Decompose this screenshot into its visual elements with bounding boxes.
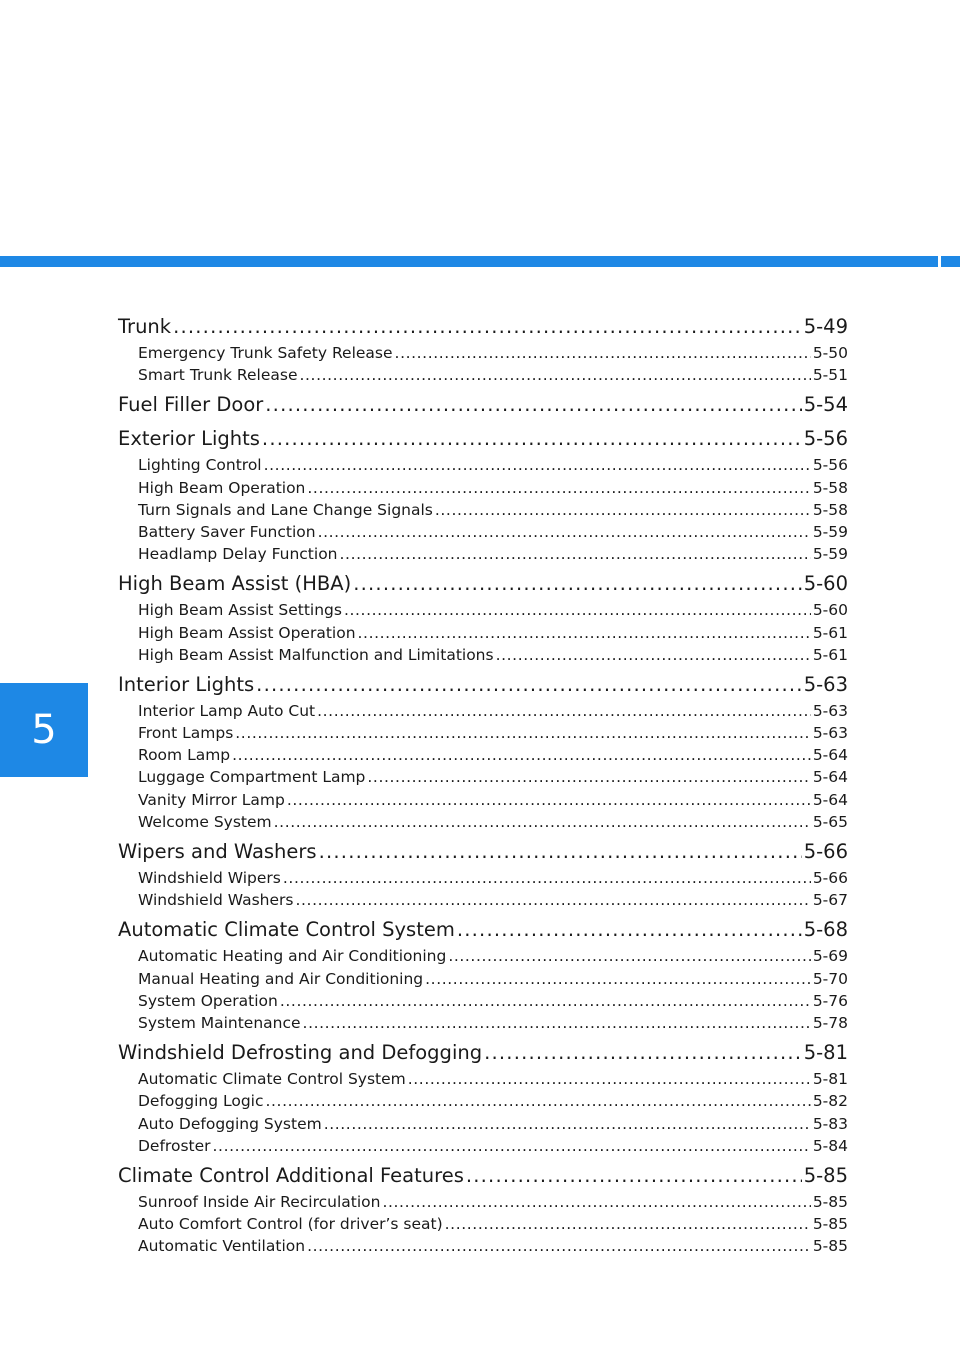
toc-section	[118, 569, 848, 666]
toc-entry-title: Wipers and Washers	[118, 840, 317, 863]
dot-leader	[435, 499, 811, 521]
toc-subentry-title: Automatic Climate Control System	[138, 1070, 406, 1089]
toc-subentry-title: High Beam Assist Settings	[138, 601, 342, 620]
toc-subentry-title: Auto Comfort Control (for driver’s seat)	[138, 1215, 443, 1234]
toc-subentry-title: Automatic Heating and Air Conditioning	[138, 947, 447, 966]
toc-entry-title: Exterior Lights	[118, 427, 260, 451]
toc-section	[118, 390, 848, 420]
toc-subentry-title: Auto Defogging System	[138, 1114, 322, 1133]
toc-entry[interactable]	[118, 312, 848, 342]
toc-entry[interactable]	[118, 424, 848, 454]
toc-subentry[interactable]	[118, 1213, 848, 1235]
dot-leader	[262, 424, 802, 454]
toc-subentry-page: 5-85	[812, 1237, 848, 1256]
toc-entry[interactable]	[118, 390, 848, 420]
dot-leader	[280, 990, 811, 1012]
dot-leader	[358, 622, 811, 644]
toc-subentry-title: Headlamp Delay Function	[138, 545, 338, 564]
dot-leader	[319, 837, 802, 867]
toc-subentry-title: Defogging Logic	[138, 1092, 264, 1111]
toc-entry-page: 5-81	[803, 1041, 848, 1065]
dot-leader	[317, 700, 811, 722]
toc-subentry[interactable]	[118, 454, 848, 476]
dot-leader	[300, 364, 811, 386]
toc-entry-title: Automatic Climate Control System	[118, 918, 455, 942]
toc-subentry[interactable]	[118, 990, 848, 1012]
dot-leader	[303, 1012, 811, 1034]
toc-subentry[interactable]	[118, 1113, 848, 1135]
dot-leader	[395, 342, 811, 364]
toc-subentry-page: 5-56	[812, 456, 848, 475]
toc-subentry-page: 5-85	[812, 1192, 848, 1211]
toc-entry-title: High Beam Assist (HBA)	[118, 572, 352, 596]
toc-subentry[interactable]	[118, 644, 848, 666]
toc-subentry[interactable]	[118, 1012, 848, 1034]
toc-subentry[interactable]	[118, 1235, 848, 1257]
toc-subentry-page: 5-59	[812, 545, 848, 564]
toc-subentry-title: System Operation	[138, 991, 278, 1010]
toc-subentry-title: Welcome System	[138, 812, 272, 831]
dot-leader	[307, 1235, 811, 1257]
toc-entry-page: 5-85	[803, 1163, 848, 1187]
dot-leader	[265, 390, 801, 420]
dot-leader	[283, 867, 811, 889]
toc-subentry-title: Windshield Washers	[138, 891, 294, 910]
toc-subentry-title: Manual Heating and Air Conditioning	[138, 969, 424, 988]
toc-subentry-title: Interior Lamp Auto Cut	[138, 701, 316, 720]
dot-leader	[340, 543, 811, 565]
dot-leader	[264, 454, 811, 476]
dot-leader	[457, 915, 802, 945]
toc-subentry[interactable]	[118, 1135, 848, 1157]
toc-section	[118, 1161, 848, 1258]
toc-subentry-page: 5-85	[812, 1215, 848, 1234]
header-accent-bar-end	[941, 256, 960, 267]
toc-section	[118, 915, 848, 1034]
toc-subentry-page: 5-67	[812, 891, 848, 910]
dot-leader	[173, 312, 802, 342]
toc-entry-page: 5-54	[803, 393, 848, 417]
toc-entry-title: Interior Lights	[118, 672, 255, 696]
toc-subentry[interactable]	[118, 700, 848, 722]
dot-leader	[232, 744, 811, 766]
toc-subentry-page: 5-64	[812, 768, 848, 787]
toc-subentry-page: 5-70	[812, 969, 848, 988]
toc-subentry-page: 5-61	[812, 645, 848, 664]
toc-subentry-title: Automatic Ventilation	[138, 1237, 306, 1256]
toc-section	[118, 837, 848, 911]
toc-subentry-page: 5-84	[812, 1136, 848, 1155]
toc-subentry-title: Sunroof Inside Air Recirculation	[138, 1192, 381, 1211]
dot-leader	[266, 1090, 811, 1112]
toc-subentry[interactable]	[118, 364, 848, 386]
dot-leader	[408, 1068, 811, 1090]
header-accent-bar	[0, 256, 960, 267]
dot-leader	[484, 1038, 802, 1068]
toc-subentry-title: High Beam Operation	[138, 478, 306, 497]
toc-section	[118, 312, 848, 386]
toc-entry[interactable]	[118, 837, 848, 867]
toc-subentry-page: 5-63	[812, 724, 848, 743]
toc-subentry[interactable]	[118, 599, 848, 621]
toc-section	[118, 424, 848, 565]
toc-section	[118, 670, 848, 833]
toc-entry[interactable]	[118, 1161, 848, 1191]
toc-subentry[interactable]	[118, 744, 848, 766]
toc-subentry[interactable]	[118, 342, 848, 364]
toc-subentry-page: 5-78	[812, 1013, 848, 1032]
toc-entry-page: 5-60	[803, 572, 848, 596]
toc-subentry-title: Luggage Compartment Lamp	[138, 768, 366, 787]
chapter-tab[interactable]	[0, 683, 88, 777]
dot-leader	[295, 889, 810, 911]
toc-subentry-title: Front Lamps	[138, 724, 234, 743]
toc-subentry[interactable]	[118, 722, 848, 744]
toc-entry[interactable]	[118, 569, 848, 599]
toc-subentry-title: Room Lamp	[138, 746, 231, 765]
dot-leader	[496, 644, 811, 666]
dot-leader	[466, 1161, 802, 1191]
dot-leader	[425, 968, 811, 990]
toc-subentry-title: Windshield Wipers	[138, 869, 281, 887]
dot-leader	[344, 599, 811, 621]
toc-subentry-page: 5-61	[812, 623, 848, 642]
dot-leader	[448, 945, 811, 967]
toc-subentry-title: Lighting Control	[138, 456, 262, 475]
toc-subentry-title: High Beam Assist Malfunction and Limitations	[138, 645, 494, 664]
dot-leader	[274, 811, 811, 833]
toc-entry-page: 5-49	[803, 315, 848, 338]
toc-subentry-page: 5-81	[812, 1070, 848, 1089]
toc-entry-page: 5-56	[803, 427, 848, 451]
toc-subentry[interactable]	[118, 867, 848, 889]
toc-subentry-page: 5-63	[812, 701, 848, 720]
toc-subentry-title: Vanity Mirror Lamp	[138, 790, 285, 809]
toc-entry-page: 5-68	[803, 918, 848, 942]
header-accent-bar-main	[0, 256, 938, 267]
dot-leader	[445, 1213, 811, 1235]
toc-subentry[interactable]	[118, 1090, 848, 1112]
toc-subentry-page: 5-64	[812, 746, 848, 765]
toc-entry-title: Trunk	[118, 315, 172, 338]
toc-subentry-page: 5-69	[812, 947, 848, 966]
dot-leader	[382, 1191, 810, 1213]
dot-leader	[287, 789, 811, 811]
toc-subentry-page: 5-59	[812, 522, 848, 541]
toc-subentry[interactable]	[118, 789, 848, 811]
toc-subentry[interactable]	[118, 622, 848, 644]
chapter-tab-number: 5	[31, 707, 57, 753]
toc-entry[interactable]	[118, 1038, 848, 1068]
toc-subentry[interactable]	[118, 1191, 848, 1213]
toc-entry[interactable]	[118, 915, 848, 945]
table-of-contents	[118, 312, 848, 1261]
dot-leader	[324, 1113, 811, 1135]
toc-subentry[interactable]	[118, 1068, 848, 1090]
toc-subentry-page: 5-82	[812, 1092, 848, 1111]
toc-subentry[interactable]	[118, 889, 848, 911]
toc-subentry-title: Emergency Trunk Safety Release	[138, 344, 393, 362]
dot-leader	[235, 722, 811, 744]
toc-entry-page: 5-66	[803, 840, 848, 863]
toc-subentry-page: 5-60	[812, 601, 848, 620]
toc-subentry-title: High Beam Assist Operation	[138, 623, 356, 642]
toc-entry-title: Climate Control Additional Features	[118, 1163, 464, 1187]
toc-entry[interactable]	[118, 670, 848, 700]
toc-subentry[interactable]	[118, 499, 848, 521]
toc-entry-title: Fuel Filler Door	[118, 393, 264, 417]
toc-subentry[interactable]	[118, 811, 848, 833]
toc-subentry[interactable]	[118, 521, 848, 543]
dot-leader	[256, 670, 802, 700]
toc-subentry[interactable]	[118, 766, 848, 788]
dot-leader	[318, 521, 811, 543]
toc-subentry-page: 5-64	[812, 790, 848, 809]
toc-subentry-title: System Maintenance	[138, 1013, 301, 1032]
toc-subentry-page: 5-58	[812, 478, 848, 497]
dot-leader	[213, 1135, 811, 1157]
toc-subentry-title: Turn Signals and Lane Change Signals	[138, 500, 433, 519]
toc-subentry-page: 5-83	[812, 1114, 848, 1133]
toc-subentry-page: 5-65	[812, 812, 848, 831]
toc-entry-title: Windshield Defrosting and Defogging	[118, 1041, 483, 1065]
toc-entry-page: 5-63	[803, 672, 848, 696]
dot-leader	[353, 569, 802, 599]
toc-subentry[interactable]	[118, 477, 848, 499]
toc-subentry-page: 5-51	[812, 366, 848, 385]
toc-subentry-page: 5-50	[812, 344, 848, 362]
dot-leader	[367, 766, 810, 788]
toc-subentry-title: Battery Saver Function	[138, 522, 316, 541]
toc-subentry-page: 5-76	[812, 991, 848, 1010]
toc-subentry[interactable]	[118, 543, 848, 565]
toc-subentry-title: Smart Trunk Release	[138, 366, 298, 385]
toc-subentry[interactable]	[118, 968, 848, 990]
dot-leader	[307, 477, 810, 499]
toc-subentry-page: 5-66	[812, 869, 848, 887]
toc-section	[118, 1038, 848, 1157]
toc-subentry-title: Defroster	[138, 1136, 211, 1155]
toc-subentry-page: 5-58	[812, 500, 848, 519]
toc-subentry[interactable]	[118, 945, 848, 967]
